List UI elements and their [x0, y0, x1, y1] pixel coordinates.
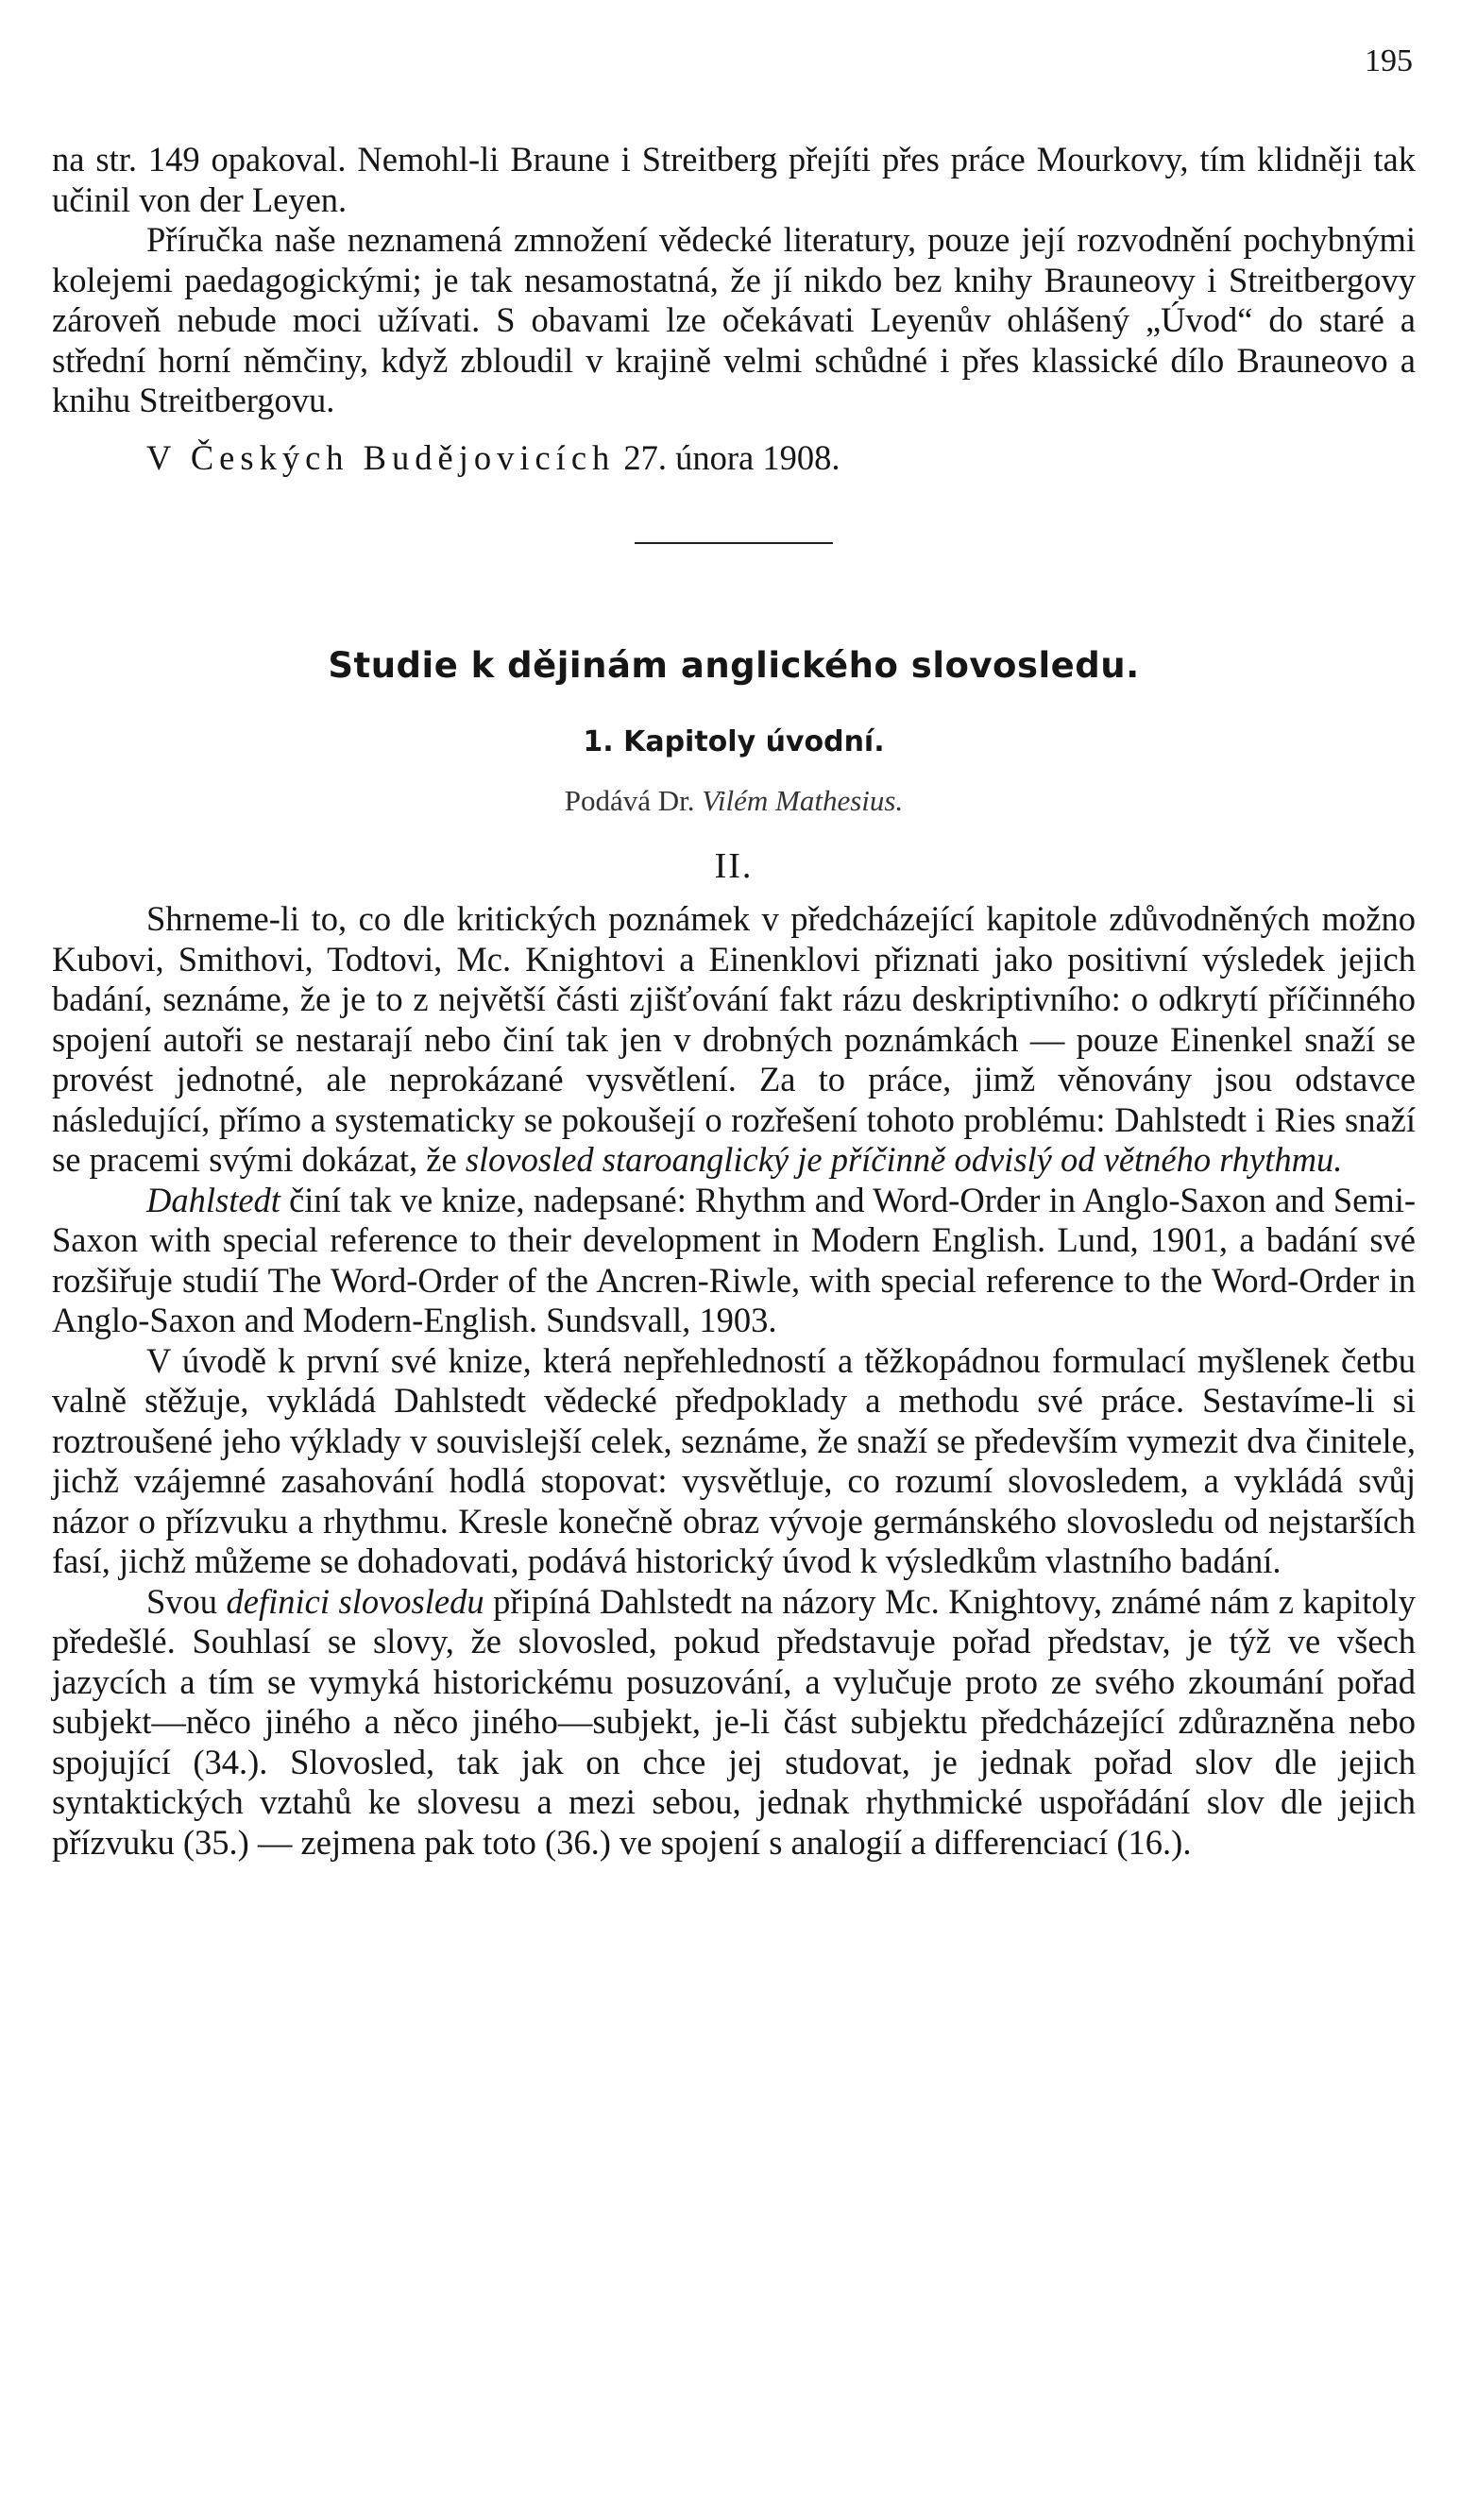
paragraph-definition	[52, 1582, 1416, 1864]
place-date: 27. února 1908.	[623, 437, 840, 477]
paragraph-dahlstedt-text: činí tak ve knize, nadepsané: Rhythm and Word-Order in Anglo-Saxon and Semi-Saxon with special reference to their development in Modern English. Lund, 1901, a badání své rozšiřuje studií The Word-Order of the Ancren-Riwle, with special reference to the Word-Order in Anglo-Saxon and Modern-English. Sundsvall, 1903.	[52, 1180, 1417, 1339]
paragraph-definition-text: připíná Dahlstedt na názory Mc. Knightovy, známé nám z kapitoly předešlé. Souhlasí se slovy, že slovosled, pokud představuje pořad představ, je týž ve všech jazycích a tím se vymyká historickému posuzování, a vylučuje proto ze svého zkoumání pořad subjekt—něco jiného a něco jiného—subjekt, je-li část subjektu předcházející zdůrazněna nebo spojující (34.). Slovosled, tak jak on chce jej studovat, je jednak pořad slov dle jejich syntaktických vztahů ke slovesu a mezi sebou, jednak rhythmické uspořádání slov dle jejich přízvuku (35.) — zejmena pak toto (36.) ve spojení s analogií a differenciací (16.).	[52, 1581, 1417, 1862]
author-prefix: Podává Dr.	[564, 784, 695, 817]
section-divider	[635, 542, 833, 544]
paragraph-summary	[52, 899, 1416, 1181]
place-city: V Českých Budějovicích	[146, 437, 616, 477]
paragraph-definition-emphasis: definici slovosledu	[226, 1581, 484, 1621]
chapter-heading: 1. Kapitoly úvodní.	[583, 724, 885, 758]
paragraph-dahlstedt-works	[52, 1181, 1416, 1341]
place-date-line	[52, 438, 1416, 479]
paragraph-definition-lead: Svou	[146, 1581, 218, 1621]
paragraph-review-conclusion: Příručka naše neznamená zmnožení vědecké literatury, pouze její rozvodnění pochybnými kolejemi paedagogickými; je tak nesamostatná, že jí nikdo bez knihy Brauneovy i Streitbergovy zároveň nebude moci užívati. S obavami lze očekávati Leyenův ohlášený „Úvod“ do staré a střední horní němčiny, když zbloudil v krajině velmi schůdné i přes klassické dílo Brauneovo a knihu Streitbergovu.	[52, 220, 1416, 419]
article-title: Studie k dějinám anglického slovosledu.	[328, 645, 1140, 686]
paragraph-introduction: V úvodě k první své knize, která nepřehledností a těžkopádnou formulací myšlenek četbu valně stěžuje, vykládá Dahlstedt vědecké předpoklady a methodu své práce. Sestavíme-li si roztroušené jeho výklady v souvislejší celek, seznáme, že snaží se především vymezit dva činitele, jichž vzájemné zasahování hodlá stopovat: vysvětluje, co rozumí slovosledem, a vykládá svůj názor o přízvuku a rhythmu. Kresle konečně obraz vývoje germánského slovosledu od nejstarších fasí, jichž můžeme se dohadovati, podává historický úvod k výsledkům vlastního badání.	[52, 1340, 1416, 1580]
paragraph-summary-text: Shrneme-li to, co dle kritických poznámek v předcházející kapitole zdůvodněných možno Kubovi, Smithovi, Todtovi, Mc. Knightovi a Einenklovi přiznati jako positivní výsledek jejich badání, seznáme, že je to z největší části zjišťování fakt rázu deskriptivního: o odkrytí příčinného spojení autoři se nestarají nebo činí tak jen v drobných poznámkách — pouze Einenkel snaží se provést jednotné, ale neprokázané vysvětlení. Za to práce, jimž věnovány jsou odstavce následující, přímo a systematicky se pokoušejí o rozřešení tohoto problému: Dahlstedt i Ries snaží se pracemi svými dokázat, že	[52, 899, 1416, 1179]
section-number: II.	[714, 845, 754, 886]
author-reference: Dahlstedt	[146, 1180, 280, 1219]
paragraph-continued: na str. 149 opakoval. Nemohl-li Braune i Streitberg přejíti přes práce Mourkovy, tím klidněji tak učinil von der Leyen.	[52, 140, 1416, 219]
paragraph-summary-emphasis: slovosled staroanglický je příčinně odvislý od větného rhythmu.	[465, 1140, 1343, 1179]
page-body	[52, 140, 1416, 1863]
page-number: 195	[1365, 43, 1413, 78]
author-name: Vilém Mathesius.	[702, 784, 904, 817]
author-line	[52, 781, 1416, 822]
